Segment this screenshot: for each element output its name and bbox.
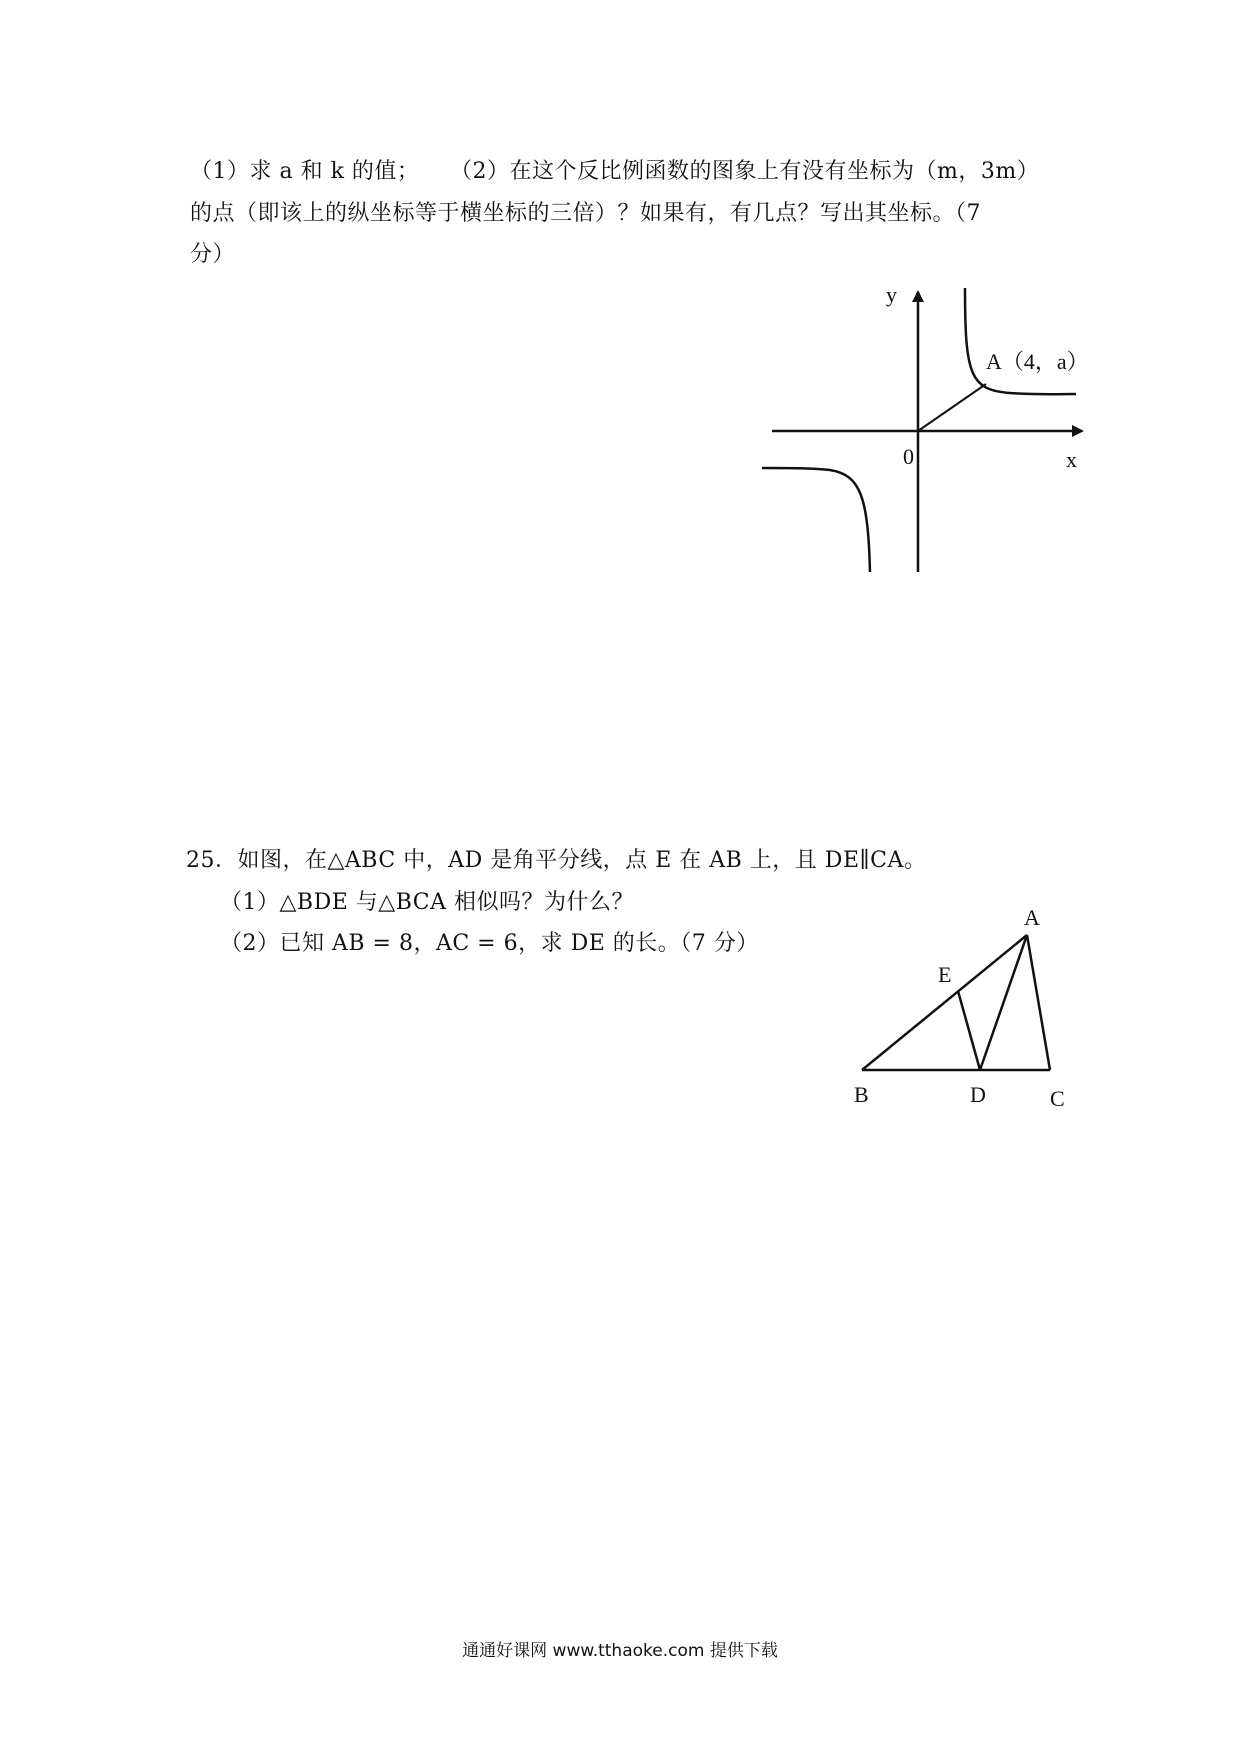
q24-line3: 分） [190, 242, 236, 267]
q25-title: 25．如图，在△ABC 中，AD 是角平分线，点 E 在 AB 上，且 DE∥CA。 [186, 848, 927, 873]
q24-line2: 的点（即该上的纵坐标等于横坐标的三倍）？如果有，有几点？写出其坐标。（7 [190, 201, 981, 226]
segment-AC [1027, 935, 1050, 1070]
y-axis-label: y [886, 282, 897, 307]
hyperbola-branch-upper [965, 288, 1076, 394]
x-axis-label: x [1066, 447, 1077, 472]
vertex-C-label: C [1050, 1086, 1065, 1111]
footer-credit: 通通好课网 www.tthaoke.com 提供下载 [462, 1641, 778, 1661]
hyperbola-branch-lower [762, 468, 870, 572]
origin-label: 0 [903, 444, 914, 469]
hyperbola-figure [760, 280, 1120, 590]
segment-DE [958, 991, 980, 1070]
point-E-label: E [938, 962, 952, 987]
vertex-A-label: A [1024, 905, 1040, 930]
q24-part1: （1）求 a 和 k 的值； [190, 159, 420, 184]
q24-part2: （2）在这个反比例函数的图象上有没有坐标为（m，3m） [450, 159, 1040, 184]
point-D-label: D [970, 1082, 986, 1107]
triangle-figure [840, 900, 1090, 1120]
segment-OA [918, 384, 986, 431]
vertex-B-label: B [854, 1082, 869, 1107]
q25-part2: （2）已知 AB = 8，AC = 6，求 DE 的长。（7 分） [220, 931, 759, 956]
point-A-label: A（4，a） [986, 349, 1089, 374]
q25-part1: （1）△BDE 与△BCA 相似吗？为什么？ [220, 890, 634, 915]
